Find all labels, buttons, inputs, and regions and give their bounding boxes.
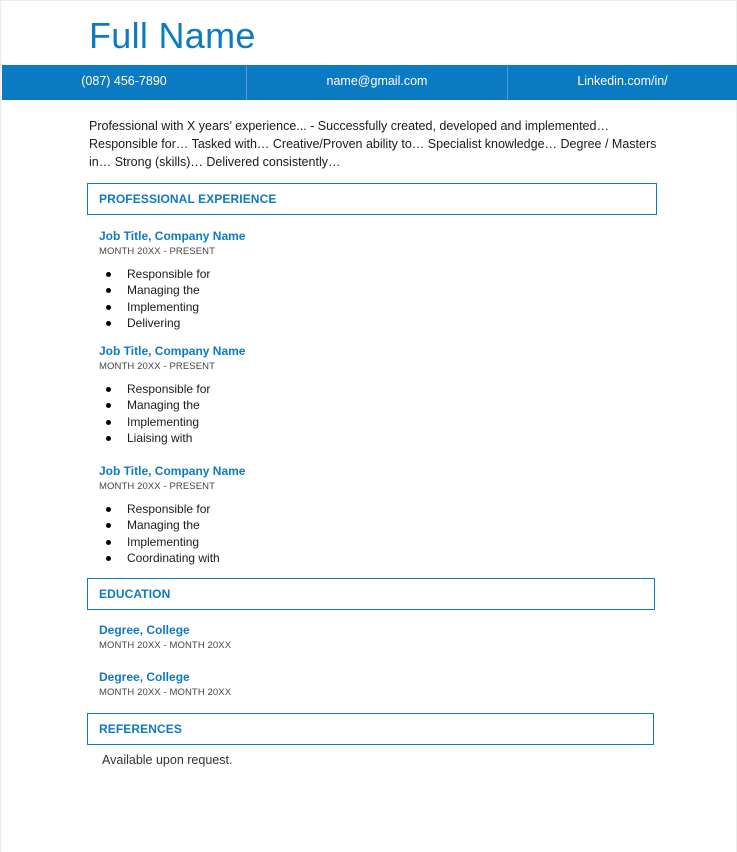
experience-heading: PROFESSIONAL EXPERIENCE [99,192,277,206]
list-item: Coordinating with [99,550,220,566]
job-bullets [99,266,210,331]
references-section-header [87,713,654,745]
education-section-header [87,578,655,610]
references-text: Available upon request. [102,753,233,767]
degree-dates: MONTH 20XX - MONTH 20XX [99,687,232,698]
degree-title: Degree, College [99,623,190,637]
list-item: Delivering [99,315,210,331]
job-dates: MONTH 20XX - PRESENT [99,481,216,492]
full-name: Full Name [89,15,256,56]
job-title: Job Title, Company Name [99,464,246,478]
list-item: Responsible for [99,381,210,397]
contact-email: name@gmail.com [247,65,508,100]
degree-dates: MONTH 20XX - MONTH 20XX [99,640,232,651]
job-bullets [99,501,220,566]
job-bullets [99,381,210,446]
job-title: Job Title, Company Name [99,229,246,243]
contact-linkedin: Linkedin.com/in/ [577,74,668,88]
job-title: Job Title, Company Name [99,344,246,358]
list-item: Managing the [99,282,210,298]
education-heading: EDUCATION [99,587,171,601]
list-item: Liaising with [99,430,210,446]
professional-summary: Professional with X years’ experience... - Successfully created, developed and implemented… Responsible for… Tasked with… Creative/Proven ability to… Specialist knowledge… Degree / Masters in… Strong (skills)… Delivered consistently… [89,119,657,169]
references-heading: REFERENCES [99,722,183,736]
list-item: Implementing [99,414,210,430]
degree-title: Degree, College [99,670,190,684]
job-dates: MONTH 20XX - PRESENT [99,361,216,372]
contact-bar [2,65,737,100]
list-item: Implementing [99,534,220,550]
job-dates: MONTH 20XX - PRESENT [99,246,216,257]
contact-phone: (087) 456-7890 [2,65,247,100]
list-item: Managing the [99,517,220,533]
list-item: Responsible for [99,266,210,282]
list-item: Managing the [99,397,210,413]
experience-section-header [87,183,657,215]
list-item: Implementing [99,299,210,315]
list-item: Responsible for [99,501,220,517]
